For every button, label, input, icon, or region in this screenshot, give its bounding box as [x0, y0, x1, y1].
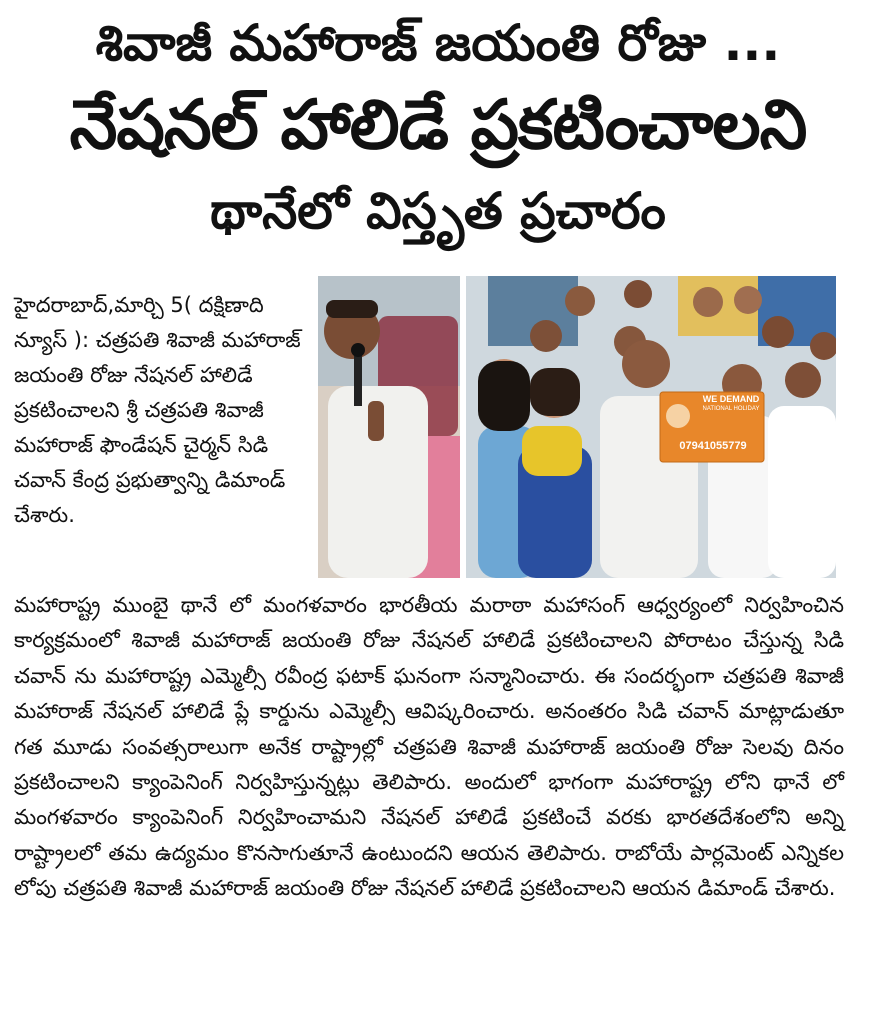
news-photo: [318, 276, 836, 578]
placard-phone: 07941055779: [679, 440, 747, 452]
headline-line-3: థానేలో విస్తృత ప్రచారం: [210, 182, 666, 240]
headline-line-1: శివాజీ మహారాజ్ జయంతి రోజు ...: [95, 14, 781, 72]
placard-subheading: NATIONAL HOLIDAY: [702, 406, 760, 412]
placard-heading: WE DEMAND: [702, 394, 760, 404]
lead-paragraph: హైదరాబాద్,మార్చి 5( దక్షిణాది న్యూస్ ): చత్రపతి శివాజీ మహారాజ్ జయంతి రోజు నేషనల్ హాలిడే ప్రకటించాలని శ్రీ చత్రపతి శివాజీ మహారాజ్ ఫౌండేషన్ చైర్మన్ సిడి చవాన్ కేంద్ర ప్రభుత్వాన్ని డిమాండ్ చేశారు.: [14, 293, 301, 527]
headline-line-2: నేషనల్ హాలిడే ప్రకటించాలని: [69, 86, 807, 165]
article-body: మహారాష్ట్ర ముంబై థానే లో మంగళవారం భారతీయ మరాఠా మహాసంగ్ ఆధ్వర్యంలో నిర్వహించిన కార్యక్రమంలో శివాజీ మహారాజ్ జయంతి రోజు నేషనల్ హాలిడే ప్రకటించాలని పోరాటం చేస్తున్న సిడి చవాన్ ను మహారాష్ట్ర ఎమ్మెల్సీ రవీంద్ర ఫటాక్ ఘనంగా సన్మానించారు. ఈ సందర్భంగా చత్రపతి శివాజీ మహారాజ్ నేషనల్ హాలిడే ప్లే కార్డును ఎమ్మెల్సీ ఆవిష్కరించారు. అనంతరం సిడి చవాన్ మాట్లాడుతూ గత మూడు సంవత్సరాలుగా అనేక రాష్ట్రాల్లో చత్రపతి శివాజీ మహారాజ్ జయంతి రోజు సెలవు దినం ప్రకటించాలని క్యాంపెనింగ్ నిర్వహిస్తున్నట్లు తెలిపారు. అందులో భాగంగా మహారాష్ట్ర లోని థానే లో మంగళవారం క్యాంపెనింగ్ నిర్వహించామని నేషనల్ హాలిడే ప్రకటించే వరకు భారతదేశంలోని అన్ని రాష్ట్రాలలో తమ ఉద్యమం కొనసాగుతూనే ఉంటుందని ఆయన తెలిపారు. రాబోయే పార్లమెంట్ ఎన్నికల లోపు చత్రపతి శివాజీ మహారాజ్ జయంతి రోజు నేషనల్ హాలిడే ప్రకటించాలని ఆయన డిమాండ్ చేశారు.: [14, 593, 844, 901]
